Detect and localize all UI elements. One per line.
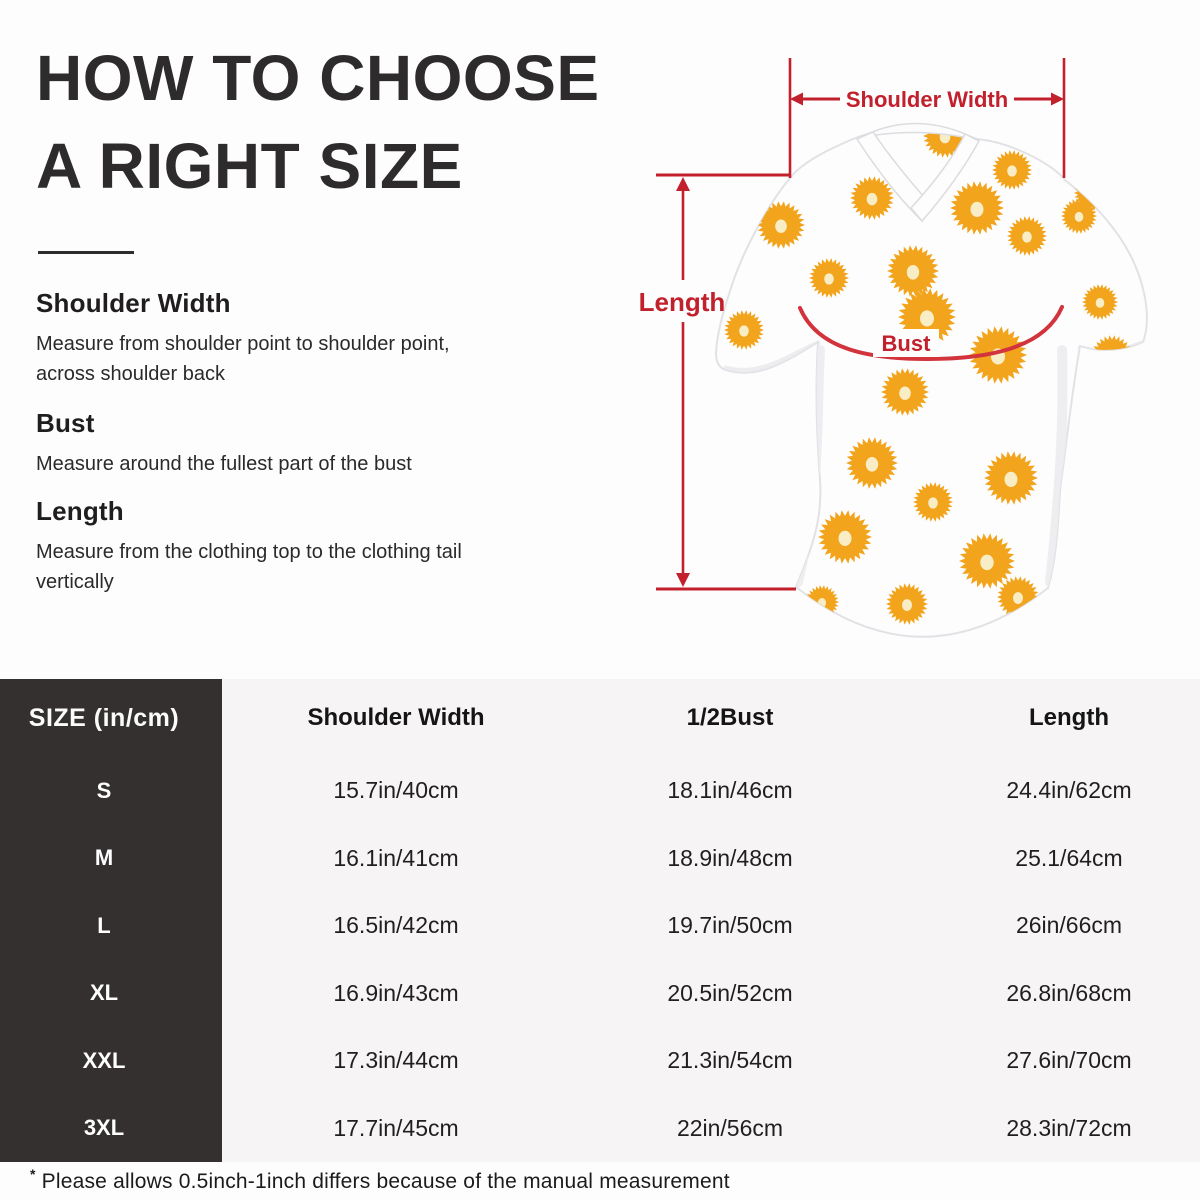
table-header-half-bust: 1/2Bust xyxy=(686,704,774,731)
cell-half-bust: 18.9in/48cm xyxy=(667,844,793,871)
size-row-label: L xyxy=(0,892,222,960)
cell-shoulder-width: 15.7in/40cm xyxy=(333,777,459,804)
cell-length: 27.6in/70cm xyxy=(1006,1047,1132,1074)
arrow-down-icon xyxy=(676,573,690,587)
shirt-illustration xyxy=(630,50,1180,650)
cell-shoulder-width: 17.7in/45cm xyxy=(333,1114,459,1141)
page-title-line-1: HOW TO CHOOSE xyxy=(36,42,600,114)
instruction-heading: Shoulder Width xyxy=(36,288,231,318)
size-row-label: 3XL xyxy=(0,1095,222,1163)
size-row-label: XL xyxy=(0,960,222,1028)
table-header-shoulder-width: Shoulder Width xyxy=(307,704,485,731)
shoulder-width-label: Shoulder Width xyxy=(845,87,1009,112)
cell-length: 24.4in/62cm xyxy=(1006,777,1132,804)
cell-shoulder-width: 16.5in/42cm xyxy=(333,912,459,939)
instruction-description: Measure from the clothing top to the clothing tail vertically xyxy=(36,541,462,593)
instruction-description: Measure from shoulder point to shoulder point, across shoulder back xyxy=(36,333,450,385)
cell-length: 26.8in/68cm xyxy=(1006,979,1132,1006)
size-row-label: XXL xyxy=(0,1027,222,1095)
bust-label: Bust xyxy=(881,331,931,356)
table-header-size: SIZE (in/cm) xyxy=(0,679,222,757)
cell-shoulder-width: 17.3in/44cm xyxy=(333,1047,459,1074)
cell-half-bust: 19.7in/50cm xyxy=(667,912,793,939)
cell-shoulder-width: 16.9in/43cm xyxy=(333,979,459,1006)
footnote xyxy=(30,1166,730,1194)
instruction-description: Measure around the fullest part of the bust xyxy=(36,453,412,475)
arrow-up-icon xyxy=(676,177,690,191)
instruction-heading: Bust xyxy=(36,408,95,438)
page-title xyxy=(36,34,600,210)
size-table xyxy=(0,679,1200,1162)
title-divider xyxy=(38,251,134,254)
instruction-bust xyxy=(36,408,536,479)
arrow-right-icon xyxy=(1051,93,1064,106)
arrow-left-icon xyxy=(790,93,803,106)
table-header-length: Length xyxy=(1029,704,1109,731)
cell-half-bust: 18.1in/46cm xyxy=(667,777,793,804)
instruction-shoulder-width xyxy=(36,288,536,389)
cell-length: 25.1/64cm xyxy=(1015,844,1123,871)
cell-half-bust: 21.3in/54cm xyxy=(667,1047,793,1074)
footnote-text: Please allows 0.5inch-1inch differs because of the manual measurement xyxy=(41,1170,730,1193)
instruction-heading: Length xyxy=(36,496,124,526)
size-row-label: S xyxy=(0,757,222,825)
cell-half-bust: 20.5in/52cm xyxy=(667,979,793,1006)
length-label: Length xyxy=(638,287,726,317)
cell-shoulder-width: 16.1in/41cm xyxy=(333,844,459,871)
footnote-marker: * xyxy=(30,1166,36,1182)
cell-half-bust: 22in/56cm xyxy=(676,1114,784,1141)
instruction-length xyxy=(36,496,536,597)
size-row-label: M xyxy=(0,825,222,893)
cell-length: 26in/66cm xyxy=(1015,912,1123,939)
cell-length: 28.3in/72cm xyxy=(1006,1114,1132,1141)
page-title-line-2: A RIGHT SIZE xyxy=(36,130,463,202)
